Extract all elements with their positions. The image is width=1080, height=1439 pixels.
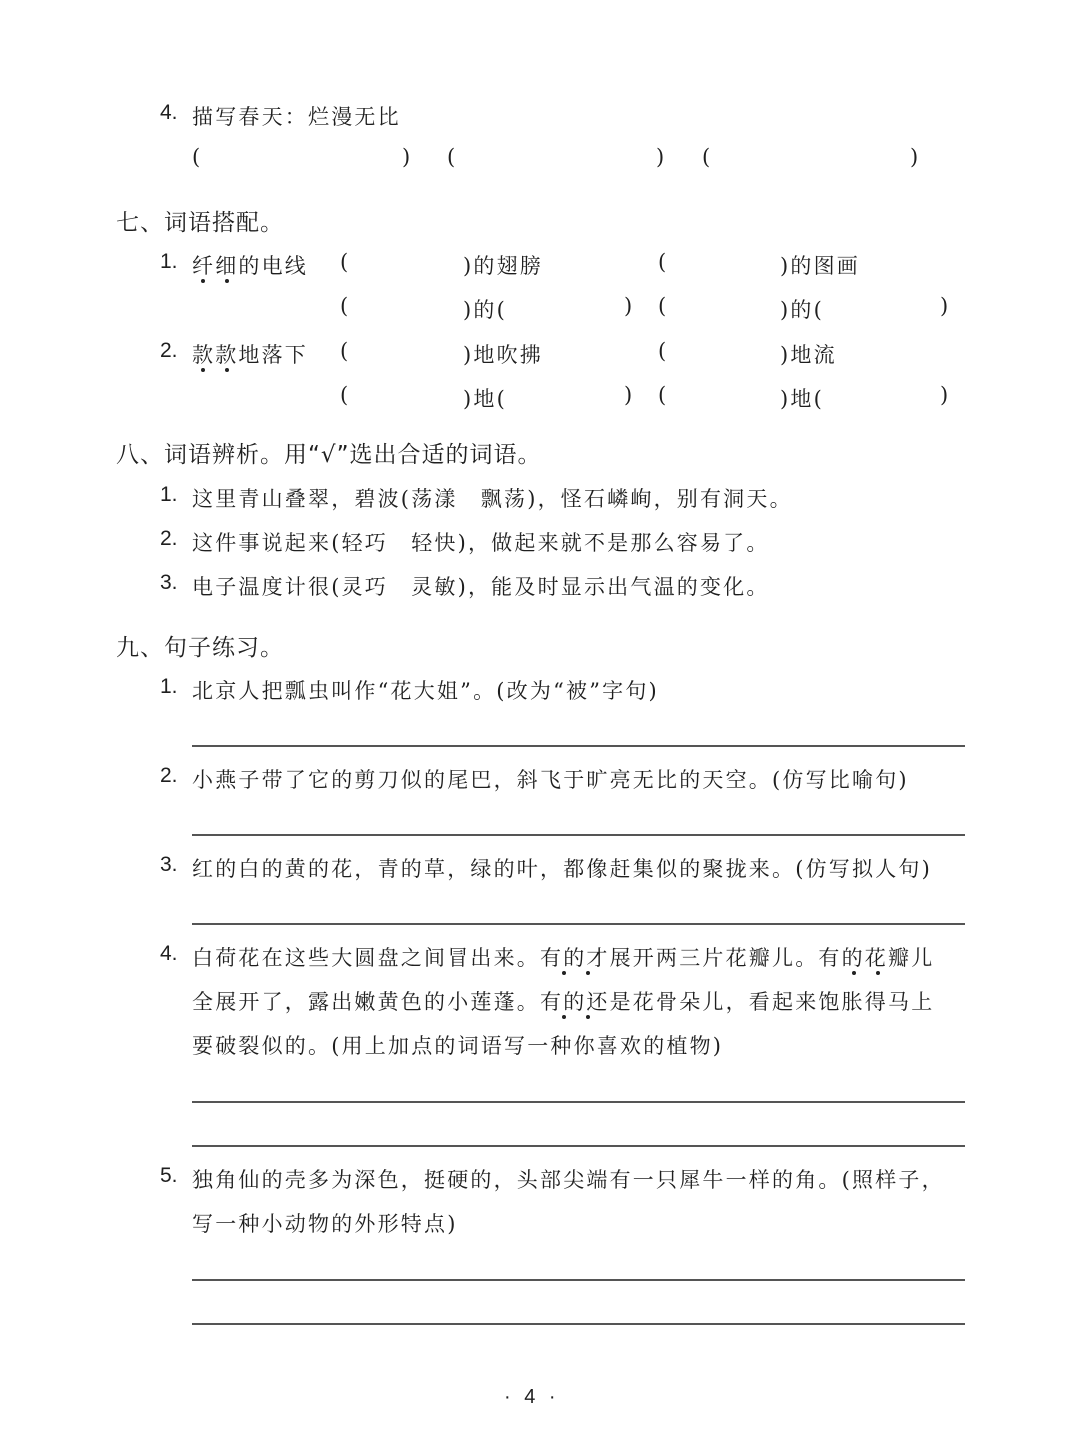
answer-line[interactable]	[192, 834, 965, 836]
emphasis-dot	[225, 279, 229, 283]
paren-open: (	[340, 294, 349, 318]
emphasis-dot	[852, 971, 856, 975]
paren-open: (	[658, 294, 667, 318]
emphasis-dot	[562, 971, 566, 975]
q7-1-blank-label: )的图画	[780, 254, 860, 278]
q8-3-number: 3.	[160, 571, 178, 594]
answer-line[interactable]	[192, 923, 965, 925]
q9-1-number: 1.	[160, 675, 178, 698]
emphasis-dot	[586, 1015, 590, 1019]
q9-4-number: 4.	[160, 942, 178, 965]
paren-close: )	[940, 383, 949, 407]
q7-1-number: 1.	[160, 250, 178, 273]
paren-close: )	[402, 145, 411, 169]
q7-1-word: 纤细的电线	[192, 254, 308, 278]
paren-open: (	[340, 339, 349, 363]
q8-2-text: 这件事说起来(轻巧 轻快)，做起来就不是那么容易了。	[192, 531, 770, 555]
paren-open: (	[658, 339, 667, 363]
paren-close: )	[624, 294, 633, 318]
page-number: · 4 ·	[504, 1386, 560, 1408]
paren-close: )	[624, 383, 633, 407]
q7-2-word: 款款地落下	[192, 343, 308, 367]
q7-1-blank-label: )的(	[780, 298, 824, 322]
paren-close: )	[940, 294, 949, 318]
paren-open: (	[702, 145, 711, 169]
q9-4-line-1: 白荷花在这些大圆盘之间冒出来。有的才展开两三片花瓣儿。有的花瓣儿	[192, 946, 935, 970]
q9-3-text: 红的白的黄的花，青的草，绿的叶，都像赶集似的聚拢来。(仿写拟人句)	[192, 857, 932, 881]
q9-2-text: 小燕子带了它的剪刀似的尾巴，斜飞于旷亮无比的天空。(仿写比喻句)	[192, 768, 909, 792]
answer-line[interactable]	[192, 1145, 965, 1147]
paren-close: )	[656, 145, 665, 169]
q6-4-number: 4.	[160, 101, 178, 124]
emphasis-dot	[586, 971, 590, 975]
section-9-title: 九、句子练习。	[116, 635, 284, 661]
paren-open: (	[192, 145, 201, 169]
section-7-title: 七、词语搭配。	[116, 210, 284, 236]
emphasis-dot	[201, 279, 205, 283]
q9-5-line-2: 写一种小动物的外形特点)	[192, 1212, 458, 1236]
q7-2-blank-label: )地(	[780, 387, 824, 411]
q9-4-line-3: 要破裂似的。(用上加点的词语写一种你喜欢的植物)	[192, 1034, 724, 1058]
q8-2-number: 2.	[160, 527, 178, 550]
q7-2-blank-label: )地吹拂	[463, 343, 543, 367]
q9-4-line-2: 全展开了，露出嫩黄色的小莲蓬。有的还是花骨朵儿，看起来饱胀得马上	[192, 990, 935, 1014]
q6-4-text: 描写春天：烂漫无比	[192, 105, 401, 129]
emphasis-dot	[562, 1015, 566, 1019]
q8-3-text: 电子温度计很(灵巧 灵敏)，能及时显示出气温的变化。	[192, 575, 770, 599]
answer-line[interactable]	[192, 1101, 965, 1103]
q7-2-blank-label: )地流	[780, 343, 837, 367]
q9-1-text: 北京人把瓢虫叫作“花大姐”。(改为“被”字句)	[192, 679, 659, 703]
q7-2-blank-label: )地(	[463, 387, 507, 411]
emphasis-dot	[201, 368, 205, 372]
paren-open: (	[447, 145, 456, 169]
paren-open: (	[658, 250, 667, 274]
q9-5-number: 5.	[160, 1164, 178, 1187]
answer-line[interactable]	[192, 745, 965, 747]
paren-open: (	[340, 383, 349, 407]
q7-1-blank-label: )的(	[463, 298, 507, 322]
paren-close: )	[910, 145, 919, 169]
paren-open: (	[658, 383, 667, 407]
emphasis-dot	[225, 368, 229, 372]
q9-3-number: 3.	[160, 853, 178, 876]
q8-1-text: 这里青山叠翠，碧波(荡漾 飘荡)，怪石嶙峋，别有洞天。	[192, 487, 793, 511]
q7-1-blank-label: )的翅膀	[463, 254, 543, 278]
q8-1-number: 1.	[160, 483, 178, 506]
q9-5-line-1: 独角仙的壳多为深色，挺硬的，头部尖端有一只犀牛一样的角。(照样子，	[192, 1168, 945, 1192]
q7-2-number: 2.	[160, 339, 178, 362]
paren-open: (	[340, 250, 349, 274]
answer-line[interactable]	[192, 1279, 965, 1281]
answer-line[interactable]	[192, 1323, 965, 1325]
emphasis-dot	[876, 971, 880, 975]
section-8-title: 八、词语辨析。用“√”选出合适的词语。	[116, 442, 542, 468]
q9-2-number: 2.	[160, 764, 178, 787]
